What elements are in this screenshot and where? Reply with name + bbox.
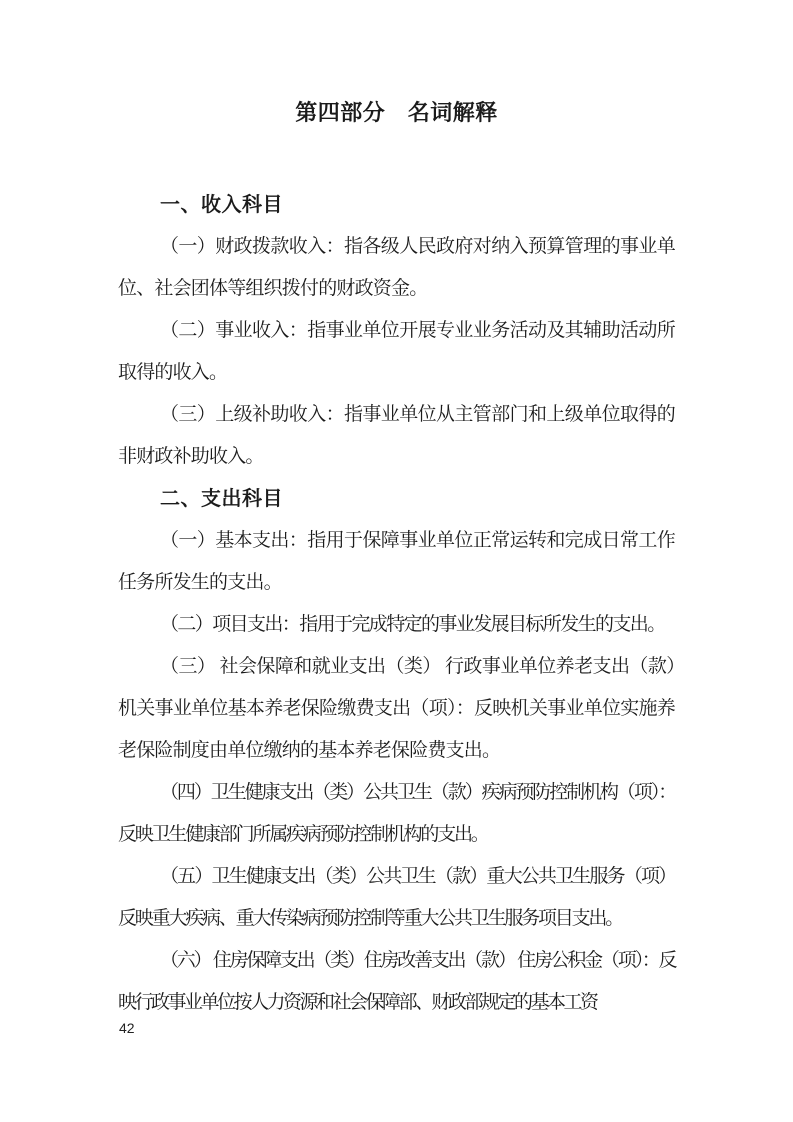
section — [118, 184, 675, 478]
section-heading: 一、收入科目 — [160, 194, 283, 216]
paragraph: （三） 社会保障和就业支出（类） 行政事业单位养老支出（款）机关事业单位基本养老保险缴费支出（项）：反映机关事业单位实施养老保险制度由单位缴纳的基本养老保险费支出。 — [118, 656, 675, 761]
document-content — [118, 96, 675, 1024]
section — [118, 478, 675, 1024]
paragraph: （三）上级补助收入：指事业单位从主管部门和上级单位取得的非财政补助收入。 — [118, 404, 675, 467]
paragraph: （二）事业收入：指事业单位开展专业业务活动及其辅助活动所取得的收入。 — [118, 320, 675, 383]
page-number: 42 — [119, 1020, 135, 1036]
page-title: 第四部分 名词解释 — [295, 100, 498, 125]
document-body — [118, 184, 675, 1024]
paragraph: （四）卫生健康支出（类）公共卫生（款）疾病预防控制机构（项）：反映卫生健康部门所属疾病预防控制机构的支出。 — [118, 782, 675, 845]
paragraph: （二）项目支出：指用于完成特定的事业发展目标所发生的支出。 — [160, 614, 665, 635]
paragraph: （一）财政拨款收入：指各级人民政府对纳入预算管理的事业单位、社会团体等组织拨付的财政资金。 — [118, 236, 675, 299]
section-heading: 二、支出科目 — [160, 488, 283, 510]
paragraph: （五）卫生健康支出（类）公共卫生（款）重大公共卫生服务（项）反映重大疾病、重大传染病预防控制等重大公共卫生服务项目支出。 — [118, 866, 675, 929]
paragraph: （六） 住房保障支出（类）住房改善支出（款） 住房公积金（项）：反映行政事业单位按人力资源和社会保障部、财政部规定的基本工资 — [118, 950, 675, 1013]
paragraph: （一）基本支出：指用于保障事业单位正常运转和完成日常工作任务所发生的支出。 — [118, 530, 675, 593]
